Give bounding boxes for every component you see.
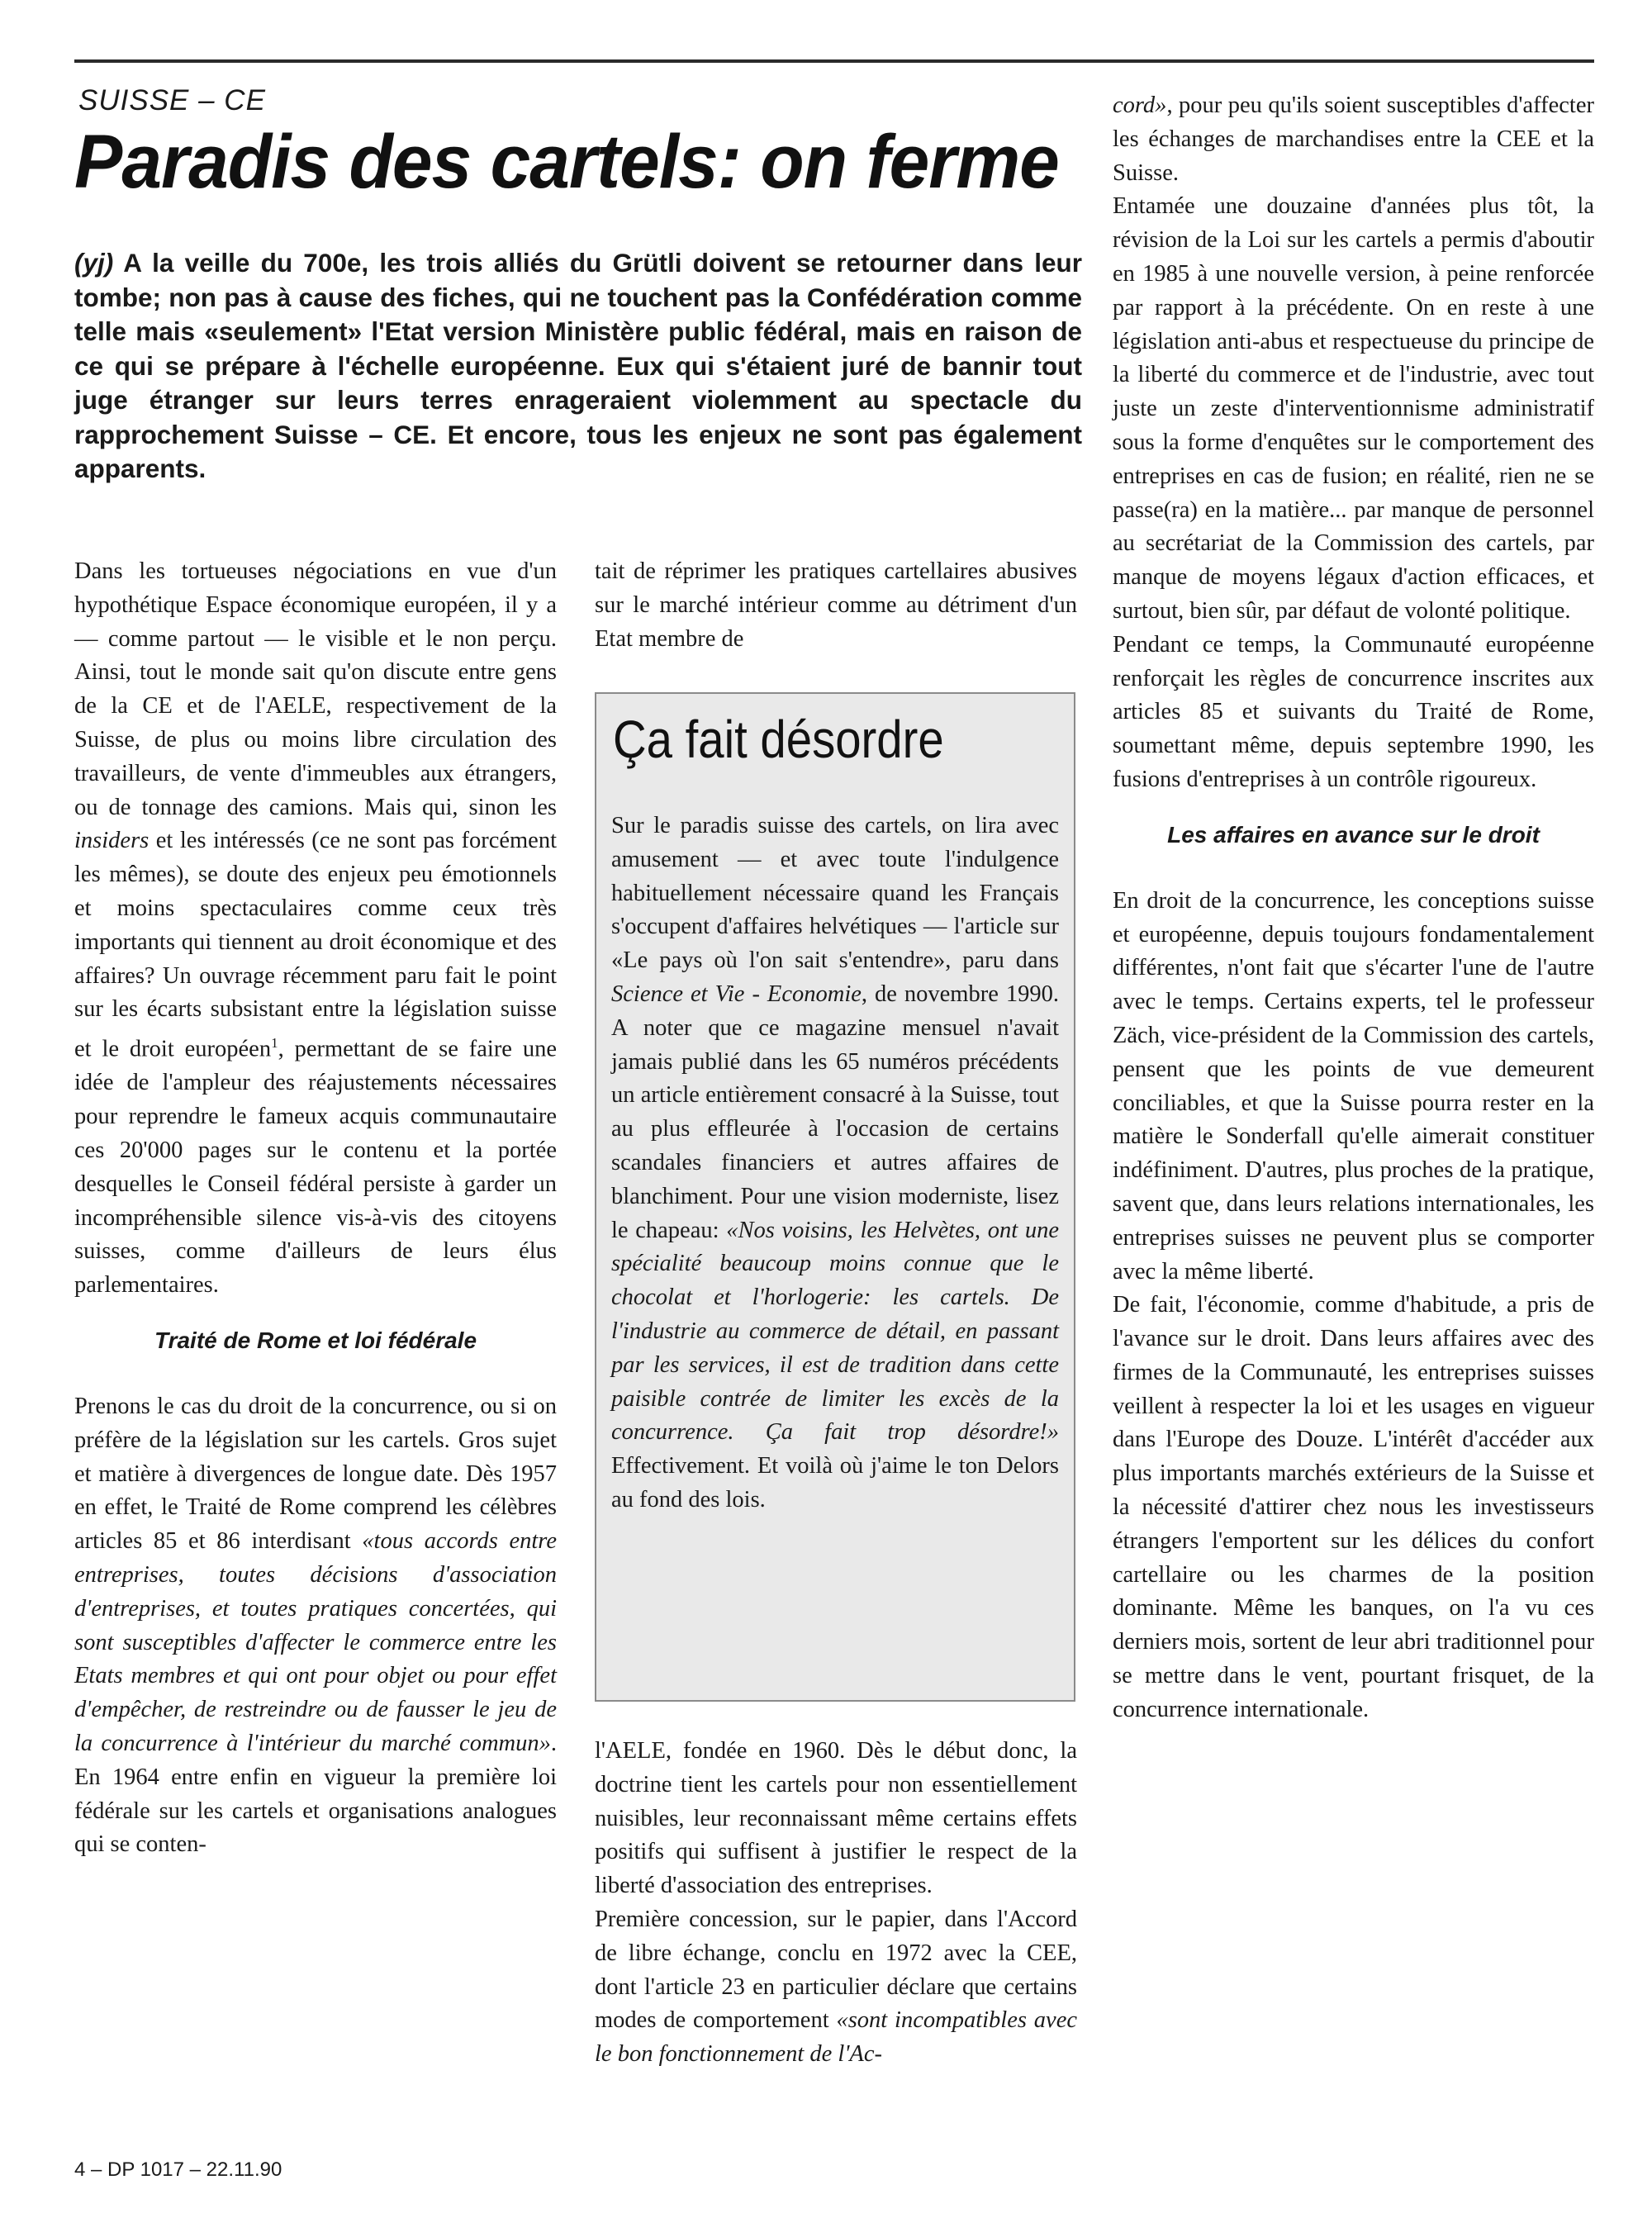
emphasis-insiders: insiders [74,828,150,854]
text-run: Effectivement. Et voilà où j'aime le ton Delors au fond des lois. [611,1453,1059,1513]
text-run: , pour peu qu'ils soient susceptibles d'affecter les échanges de marchandises entre la CEE et la Suisse. [1113,93,1594,186]
column-3-paragraph-4: En droit de la concurrence, les conceptions suisse et européenne, depuis toujours fondamentalement différentes, n'ont fait que s'écarter l'une de l'autre avec le temps. Certains experts, tel le professeur Zäch, vice-président de la Commission des cartels, pensent que les points de vue demeurent conciliables, et que la Suisse pourra rester en la matière le Sonderfall qu'elle aimerait constituer indéfiniment. D'autres, plus proches de la pratique, savent que, dans leurs relations internationales, les entreprises suisses ne peuvent plus se comporter avec la même liberté. [1113,887,1594,1285]
top-rule [74,59,1594,63]
column-2-bottom [595,1735,1077,2072]
lead-byline: (yj) [74,248,114,278]
page-folio: 4 – DP 1017 – 22.11.90 [74,2158,282,2181]
text-run: Dans les tortueuses négociations en vue d'un hypothétique Espace économique européen, il y a — comme partout — le visible et le non perçu. Ainsi, tout le monde sait qu'on discute entre gens de la CE et de l'AELE, respectivement de la Suisse, de plus ou moins libre circulation des travailleurs, de vente d'immeubles aux étrangers, ou de tonnage des camions. Mais qui, sinon les [74,558,557,820]
section-kicker: SUISSE – CE [78,84,266,116]
text-run: , de novembre 1990. A noter que ce magazine mensuel n'avait jamais publié dans les 65 numéros précédents un article entièrement consacré à la Suisse, tout au plus effleurée à l'occasion de certains scandales financiers et autres affaires de blanchiment. Pour une vision moderniste, lisez le chapeau: [611,981,1059,1243]
subheading-affaires: Les affaires en avance sur le droit [1167,821,1540,848]
column-3-paragraph-3: Pendant ce temps, la Communauté européenne renforçait les règles de concurrence inscrites aux articles 85 et suivants du Traité de Rome, soumettant même, depuis septembre 1990, les fusions d'entreprises à un contrôle rigoureux. [1113,631,1594,792]
text-run: Prenons le cas du droit de la concurrence, ou si on préfère de la législation sur les cartels. Gros sujet et matière à divergences de longue date. Dès 1957 en effet, le Traité de Rome comprend les célèbres articles 85 et 86 interdisant [74,1394,557,1555]
column-2-top [595,555,1077,656]
text-run: Première concession, sur le papier, dans l'Accord de libre échange, conclu en 1972 avec la CEE, dont l'article 23 en particulier déclare que certains modes de comportement [595,1906,1077,2034]
quote-accord: «sont incompatibles avec le bon fonctionnement de l'Ac- [595,2007,1077,2068]
magazine-title: Science et Vie - Economie [611,981,862,1007]
text-run: et les intéressés (ce ne sont pas forcément les mêmes), se doute des enjeux peu émotionnels et moins spectaculaires comme ceux très importants qui tiennent au droit économique et des affaires? Un ouvrage récemment paru fait le point sur les écarts subsistant entre la législation suisse et le droit européen [74,828,557,1062]
column-1 [74,555,557,1862]
column-3-paragraph-2: Entamée une douzaine d'années plus tôt, la révision de la Loi sur les cartels a permis d'aboutir en 1985 à une nouvelle version, à peine renforcée par rapport à la précédente. On en reste à une législation anti-abus et respectueuse du principe de la liberté du commerce et de l'industrie, avec tout juste un zeste d'interventionnisme administratif sous la forme d'enquêtes sur le comportement des entreprises en cas de fusion; en réalité, rien ne se passe(ra) en la matière... par manque de personnel au secrétariat de la Commission des cartels, par manque de moyens légaux d'action efficaces, et surtout, bien sûr, par défaut de volonté politique. [1113,193,1594,624]
column-2-paragraph-1: l'AELE, fondée en 1960. Dès le début donc, la doctrine tient les cartels pour non essentiellement nuisibles, leur reconnaissant même certains effets positifs qui suffisent à justifier le respect de la liberté d'association des entreprises. [595,1738,1077,1899]
footnote-marker: 1 [271,1035,278,1052]
sidebar-body [611,810,1059,1517]
column-1-paragraph-2 [74,1390,557,1862]
magazine-quote: «Nos voisins, les Helvètes, ont une spécialité beaucoup moins connue que le chocolat et l'horlogerie: les cartels. De l'industrie au commerce de détail, en passant par les services, il est de tradition dans cette paisible contrée de limiter les excès de la concurrence. Ça fait trop désordre!» [611,1217,1059,1446]
column-3-paragraph-1 [1113,89,1594,190]
subheading-traite-de-rome: Traité de Rome et loi fédérale [154,1327,477,1354]
lead-paragraph [74,246,1082,487]
column-3-paragraph-5: De fait, l'économie, comme d'habitude, a pris de l'avance sur le droit. Dans leurs affaires avec des firmes de la Communauté, les entreprises suisses veillent à respecter la loi et les usages en vigueur dans l'Europe des Douze. L'intérêt d'accéder aux plus importants marchés extérieurs de la Suisse et la nécessité d'attirer chez nous les investisseurs étrangers l'emportent sur les délices du confort cartellaire ou les charmes de la position dominante. Même les banques, on l'a vu ces derniers mois, sortent de leur abri traditionnel pour se mettre dans le vent, pourtant frisquet, de la concurrence internationale. [1113,1292,1594,1722]
text-run: . En 1964 entre enfin en vigueur la première loi fédérale sur les cartels et organisations analogues qui se conten- [74,1731,557,1858]
lead-text: A la veille du 700e, les trois alliés du Grütli doivent se retourner dans leur tombe; non pas à cause des fiches, qui ne touchent pas la Confédération comme telle mais «seulement» l'Etat version Ministère public fédéral, mais en raison de ce qui se prépare à l'échelle européenne. Eux qui s'étaient juré de bannir tout juge étranger sur leurs terres enrageraient violemment au spectacle du rapprochement Suisse – CE. Et encore, tous les enjeux ne sont pas également apparents. [74,248,1082,483]
sidebar-title: Ça fait désordre [613,710,944,769]
column-2-top-text: tait de réprimer les pratiques cartellaires abusives sur le marché intérieur comme au détriment d'un Etat membre de [595,558,1077,652]
column-2-paragraph-2 [595,1903,1077,2072]
sidebar-box [595,692,1075,1702]
text-run: Sur le paradis suisse des cartels, on lira avec amusement — et avec toute l'indulgence habituellement nécessaire quand les Français s'occupent d'affaires helvétiques — l'article sur «Le pays où l'on sait s'entendre», paru dans [611,813,1059,974]
text-run: , permettant de se faire une idée de l'ampleur des réajustements nécessaires pour reprendre le fameux acquis communautaire ces 20'000 pages sur le contenu et la portée desquelles le Conseil fédéral persiste à garder un incompréhensible silence vis-à-vis des citoyens suisses, comme d'ailleurs de leurs élus parlementaires. [74,1036,557,1299]
quote-accord-end: cord» [1113,93,1167,118]
column-3 [1113,89,1594,1727]
page-title: Paradis des cartels: on ferme [74,120,1059,204]
quote-traite-de-rome: «tous accords entre entreprises, toutes décisions d'association d'entreprises, et toutes pratiques concertées, qui sont susceptibles d'affecter le commerce entre les Etats membres et qui ont pour objet ou pour effet d'empêcher, de restreindre ou de fausser le jeu de la concurrence à l'intérieur du marché commun» [74,1528,557,1756]
column-1-paragraph-1 [74,555,557,1303]
